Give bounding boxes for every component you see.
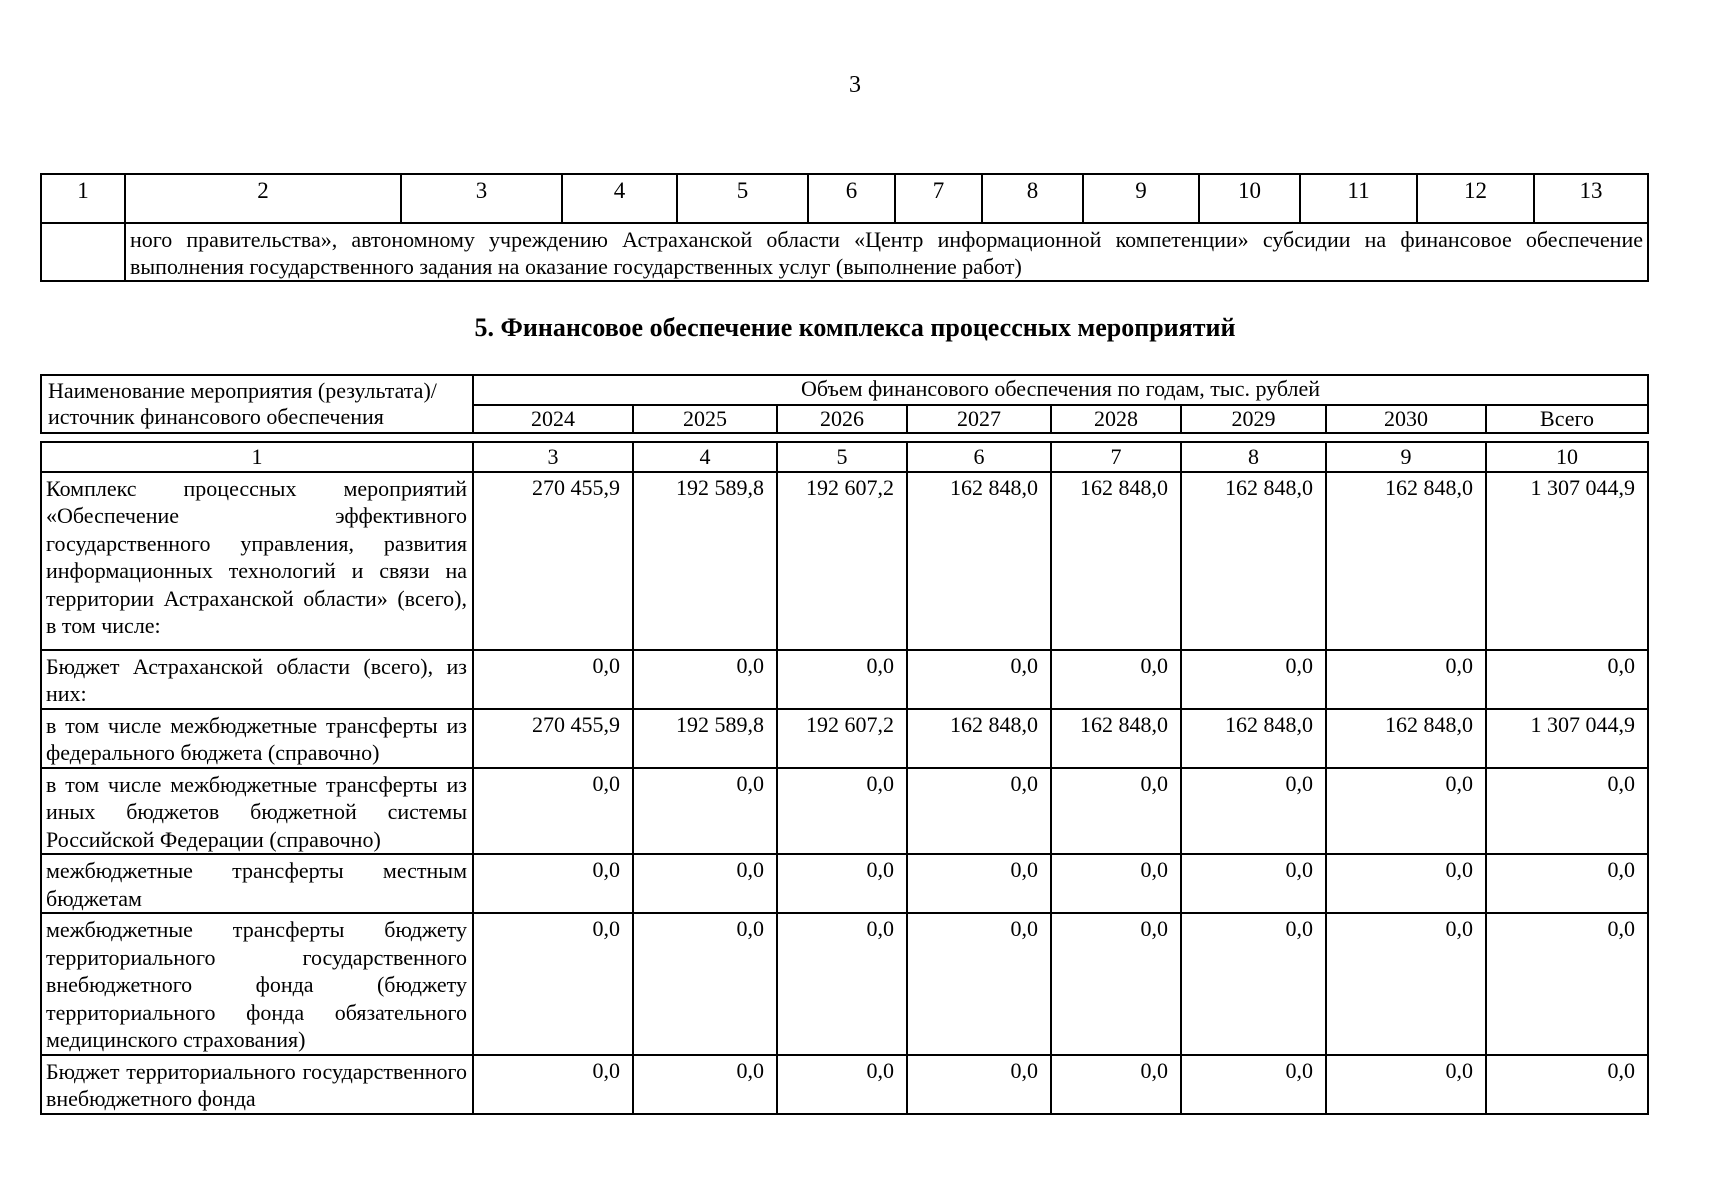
column-number-row bbox=[41, 174, 1648, 223]
value-cell: 0,0 bbox=[777, 768, 907, 855]
value-cell: 0,0 bbox=[473, 650, 633, 709]
year-header: 2026 bbox=[777, 405, 907, 433]
value-cell: 192 607,2 bbox=[777, 709, 907, 768]
value-cell: 0,0 bbox=[1181, 913, 1326, 1055]
value-cell: 0,0 bbox=[1181, 650, 1326, 709]
column-number: 12 bbox=[1417, 174, 1534, 223]
value-cell: 270 455,9 bbox=[473, 472, 633, 650]
column-number: 10 bbox=[1199, 174, 1300, 223]
value-cell: 0,0 bbox=[1486, 650, 1648, 709]
value-cell: 0,0 bbox=[777, 650, 907, 709]
value-cell: 0,0 bbox=[1326, 913, 1486, 1055]
funding-group-header: Объем финансового обеспечения по годам, тыс. рублей bbox=[473, 375, 1648, 405]
empty-cell bbox=[41, 223, 125, 281]
table-row bbox=[41, 913, 1648, 1055]
value-cell: 162 848,0 bbox=[1051, 709, 1181, 768]
value-cell: 0,0 bbox=[777, 1055, 907, 1114]
value-cell: 0,0 bbox=[633, 768, 777, 855]
page-number: 3 bbox=[849, 72, 861, 98]
continuation-table bbox=[40, 173, 1649, 282]
year-header: 2024 bbox=[473, 405, 633, 433]
value-cell: 0,0 bbox=[1051, 650, 1181, 709]
year-header: 2030 bbox=[1326, 405, 1486, 433]
column-number: 2 bbox=[125, 174, 401, 223]
column-number: 7 bbox=[1051, 442, 1181, 472]
column-number: 3 bbox=[473, 442, 633, 472]
column-number: 8 bbox=[982, 174, 1083, 223]
table-row bbox=[41, 472, 1648, 650]
continuation-text: ного правительства», автономному учреждению Астраханской области «Центр информационной компетенции» субсидии на финансовое обеспечение выполнения государственного задания на оказание государственных услуг (выполнение работ) bbox=[125, 223, 1648, 281]
column-number-row bbox=[41, 442, 1648, 472]
continuation-row bbox=[41, 223, 1648, 281]
column-number: 11 bbox=[1300, 174, 1417, 223]
value-cell: 0,0 bbox=[473, 913, 633, 1055]
value-cell: 162 848,0 bbox=[1181, 709, 1326, 768]
value-cell: 192 607,2 bbox=[777, 472, 907, 650]
column-number: 10 bbox=[1486, 442, 1648, 472]
row-name: в том числе межбюджетные трансферты из иных бюджетов бюджетной системы Российской Федерации (справочно) bbox=[41, 768, 473, 855]
column-number: 1 bbox=[41, 442, 473, 472]
column-number: 5 bbox=[677, 174, 808, 223]
value-cell: 0,0 bbox=[1051, 1055, 1181, 1114]
value-cell: 0,0 bbox=[1486, 913, 1648, 1055]
row-name: межбюджетные трансферты местным бюджетам bbox=[41, 854, 473, 913]
column-number: 4 bbox=[633, 442, 777, 472]
column-number: 3 bbox=[401, 174, 562, 223]
row-name: в том числе межбюджетные трансферты из федерального бюджета (справочно) bbox=[41, 709, 473, 768]
column-number: 9 bbox=[1326, 442, 1486, 472]
value-cell: 0,0 bbox=[1326, 650, 1486, 709]
column-number: 9 bbox=[1083, 174, 1199, 223]
value-cell: 0,0 bbox=[907, 650, 1051, 709]
finance-table bbox=[40, 441, 1649, 1115]
row-name: Бюджет Астраханской области (всего), из них: bbox=[41, 650, 473, 709]
column-number: 6 bbox=[808, 174, 895, 223]
row-name: Бюджет территориального государственного внебюджетного фонда bbox=[41, 1055, 473, 1114]
value-cell: 1 307 044,9 bbox=[1486, 709, 1648, 768]
column-number: 1 bbox=[41, 174, 125, 223]
value-cell: 0,0 bbox=[1326, 768, 1486, 855]
value-cell: 0,0 bbox=[1181, 1055, 1326, 1114]
total-header: Всего bbox=[1486, 405, 1648, 433]
year-header: 2029 bbox=[1181, 405, 1326, 433]
value-cell: 162 848,0 bbox=[907, 472, 1051, 650]
value-cell: 0,0 bbox=[777, 854, 907, 913]
table-row bbox=[41, 1055, 1648, 1114]
table-row bbox=[41, 768, 1648, 855]
value-cell: 0,0 bbox=[1326, 1055, 1486, 1114]
value-cell: 0,0 bbox=[1051, 913, 1181, 1055]
column-number: 13 bbox=[1534, 174, 1648, 223]
value-cell: 0,0 bbox=[907, 913, 1051, 1055]
column-number: 7 bbox=[895, 174, 982, 223]
year-header: 2025 bbox=[633, 405, 777, 433]
value-cell: 0,0 bbox=[633, 854, 777, 913]
finance-table-header bbox=[40, 374, 1649, 434]
value-cell: 0,0 bbox=[1486, 854, 1648, 913]
year-header: 2028 bbox=[1051, 405, 1181, 433]
row-name: межбюджетные трансферты бюджету территориального государственного внебюджетного фонда (бюджету территориального фонда обязательного медицинского страхования) bbox=[41, 913, 473, 1055]
value-cell: 0,0 bbox=[473, 1055, 633, 1114]
value-cell: 0,0 bbox=[633, 650, 777, 709]
value-cell: 0,0 bbox=[907, 768, 1051, 855]
value-cell: 0,0 bbox=[1051, 768, 1181, 855]
value-cell: 0,0 bbox=[1486, 1055, 1648, 1114]
table-row bbox=[41, 854, 1648, 913]
value-cell: 192 589,8 bbox=[633, 709, 777, 768]
value-cell: 0,0 bbox=[907, 1055, 1051, 1114]
table-row bbox=[41, 709, 1648, 768]
column-number: 6 bbox=[907, 442, 1051, 472]
year-header: 2027 bbox=[907, 405, 1051, 433]
section-title: 5. Финансовое обеспечение комплекса процессных мероприятий bbox=[474, 313, 1236, 342]
row-name: Комплекс процессных мероприятий «Обеспечение эффективного государственного управления, развития информационных технологий и связи на территории Астраханской области» (всего), в том числе: bbox=[41, 472, 473, 650]
name-column-header: Наименование мероприятия (результата)/источник финансового обеспечения bbox=[41, 375, 473, 433]
value-cell: 162 848,0 bbox=[1181, 472, 1326, 650]
table-row bbox=[41, 650, 1648, 709]
value-cell: 0,0 bbox=[907, 854, 1051, 913]
value-cell: 0,0 bbox=[633, 1055, 777, 1114]
value-cell: 0,0 bbox=[473, 768, 633, 855]
column-number: 5 bbox=[777, 442, 907, 472]
value-cell: 162 848,0 bbox=[907, 709, 1051, 768]
value-cell: 0,0 bbox=[1051, 854, 1181, 913]
column-number: 4 bbox=[562, 174, 677, 223]
value-cell: 0,0 bbox=[1486, 768, 1648, 855]
value-cell: 0,0 bbox=[1181, 854, 1326, 913]
value-cell: 0,0 bbox=[777, 913, 907, 1055]
value-cell: 0,0 bbox=[1181, 768, 1326, 855]
value-cell: 192 589,8 bbox=[633, 472, 777, 650]
column-number: 8 bbox=[1181, 442, 1326, 472]
value-cell: 162 848,0 bbox=[1326, 709, 1486, 768]
value-cell: 0,0 bbox=[1326, 854, 1486, 913]
value-cell: 0,0 bbox=[633, 913, 777, 1055]
value-cell: 0,0 bbox=[473, 854, 633, 913]
value-cell: 162 848,0 bbox=[1051, 472, 1181, 650]
value-cell: 270 455,9 bbox=[473, 709, 633, 768]
value-cell: 162 848,0 bbox=[1326, 472, 1486, 650]
value-cell: 1 307 044,9 bbox=[1486, 472, 1648, 650]
